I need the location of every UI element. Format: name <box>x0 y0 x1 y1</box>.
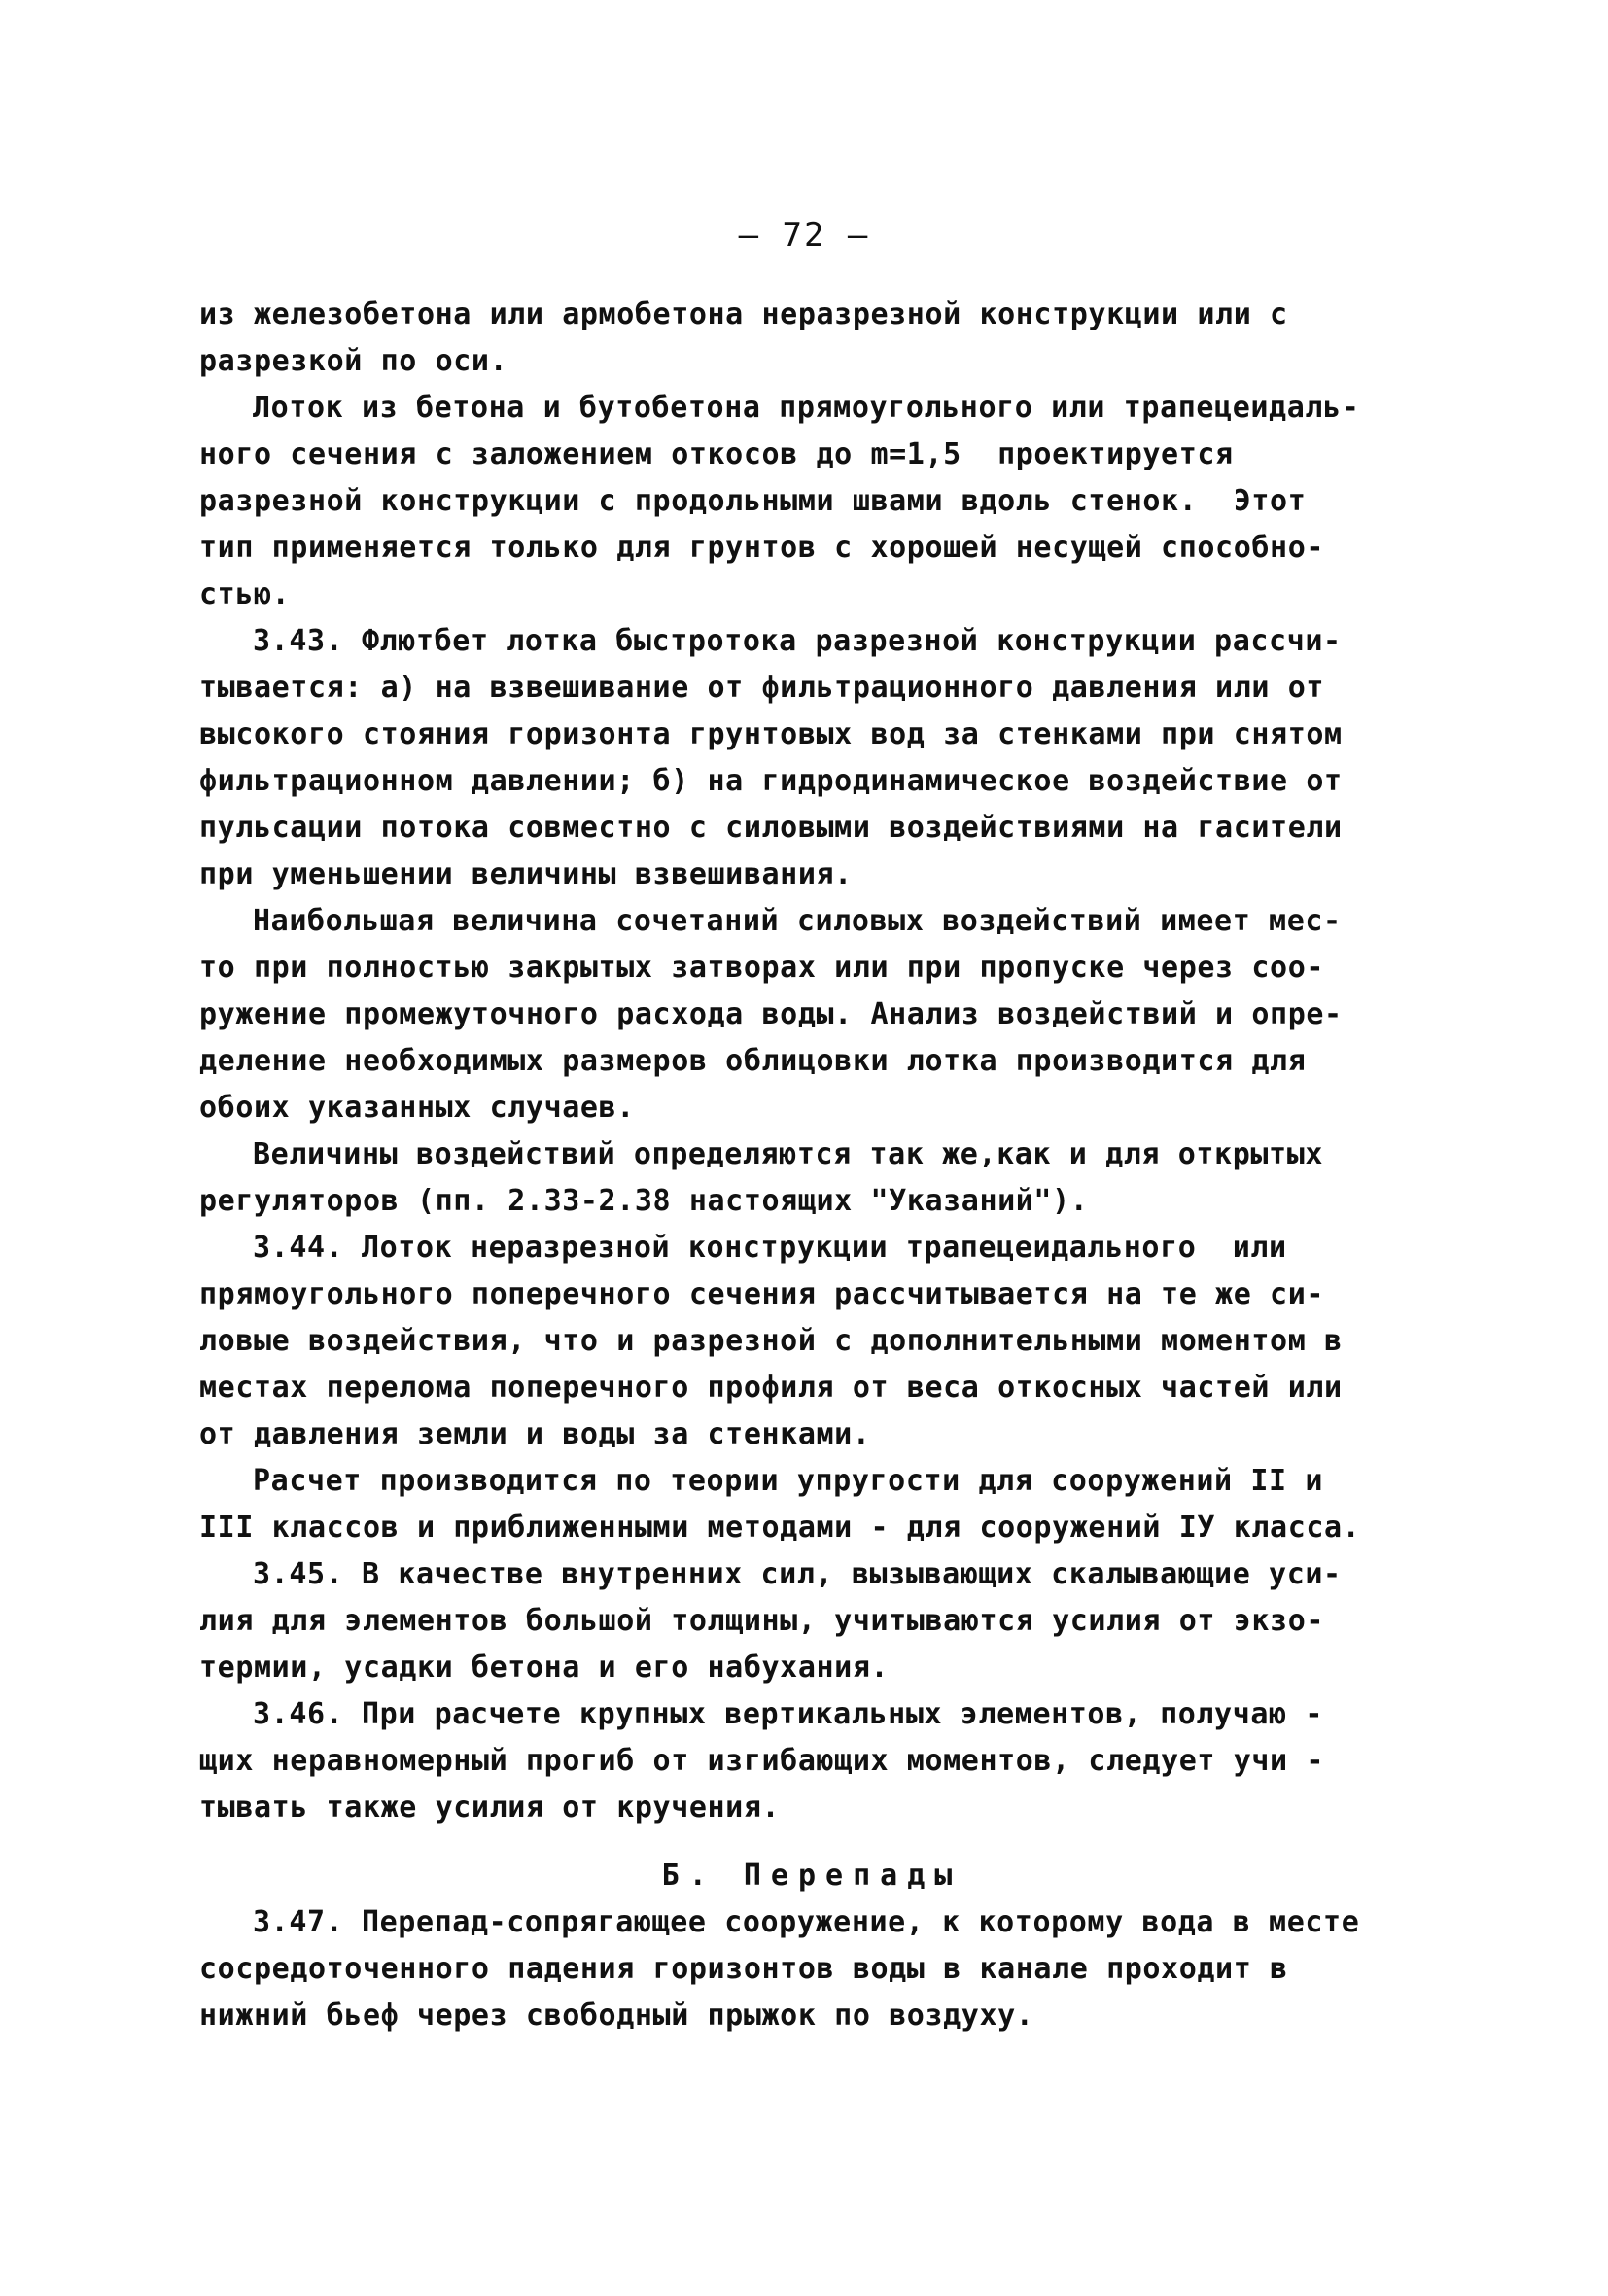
text-line: термии, усадки бетона и его набухания. <box>199 1651 890 1685</box>
section-heading: Б. Перепады <box>661 1859 962 1893</box>
text-line: разрезкой по оси. <box>199 344 508 378</box>
text-line: нижний бьеф через свободный прыжок по воздуху. <box>199 1999 1034 2033</box>
text-line: сосредоточенного падения горизонтов воды в канале проходит в <box>199 1952 1288 1986</box>
text-line: то при полностью закрытых затворах или при пропуске через соо- <box>199 951 1325 985</box>
text-line: тип применяется только для грунтов с хорошей несущей способно- <box>199 531 1325 565</box>
paragraph-start: Расчет производится по теории упругости для сооружений II и <box>253 1464 1324 1498</box>
text-line: щих неравномерный прогиб от изгибающих моментов, следует учи - <box>199 1744 1325 1778</box>
text-line: тывать также усилия от кручения. <box>199 1791 781 1825</box>
text-line: III классов и приближенными методами - для сооружений IУ класса. <box>199 1511 1361 1545</box>
text-line: тывается: а) на взвешивание от фильтрационного давления или от <box>199 671 1325 705</box>
paragraph-start: 3.46. При расчете крупных вертикальных элементов, получаю - <box>253 1697 1324 1731</box>
text-line: прямоугольного поперечного сечения рассчитывается на те же си- <box>199 1277 1325 1311</box>
text-line: пульсации потока совместно с силовыми воздействиями на гасители <box>199 811 1343 845</box>
text-line: деление необходимых размеров облицовки лотка производится для <box>199 1044 1307 1078</box>
text-line: местах перелома поперечного профиля от веса откосных частей или <box>199 1371 1343 1405</box>
paragraph-start: Наибольшая величина сочетаний силовых воздействий имеет мес- <box>253 904 1342 938</box>
paragraph-start: 3.43. Флютбет лотка быстротока разрезной конструкции рассчи- <box>253 624 1342 658</box>
paragraph-start: 3.44. Лоток неразрезной конструкции трапецеидального или <box>253 1231 1287 1265</box>
text-line: разрезной конструкции с продольными швами вдоль стенок. Этот <box>199 484 1307 518</box>
paragraph-start: Лоток из бетона и бутобетона прямоугольного или трапецеидаль- <box>253 391 1360 425</box>
paragraph-start: Величины воздействий определяются так же,как и для открытых <box>253 1137 1324 1171</box>
text-line: от давления земли и воды за стенками. <box>199 1417 871 1451</box>
text-line: обоих указанных случаев. <box>199 1091 635 1125</box>
paragraph-start: 3.45. В качестве внутренних сил, вызывающих скалывающие уси- <box>253 1557 1342 1591</box>
text-line: ловые воздействия, что и разрезной с дополнительными моментом в <box>199 1324 1343 1358</box>
text-line: регуляторов (пп. 2.33-2.38 настоящих "Указаний"). <box>199 1184 1089 1218</box>
text-line: из железобетона или армобетона неразрезной конструкции или с <box>199 297 1288 331</box>
text-line: при уменьшении величины взвешивания. <box>199 857 853 891</box>
text-line: фильтрационном давлении; б) на гидродинамическое воздействие от <box>199 764 1343 798</box>
text-line: высокого стояния горизонта грунтовых вод за стенками при снятом <box>199 717 1343 751</box>
page-number: — 72 — <box>738 216 870 255</box>
text-line: ного сечения с заложением откосов до m=1,5 проектируется <box>199 437 1234 471</box>
paragraph-start: 3.47. Перепад-сопрягающее сооружение, к которому вода в месте <box>253 1905 1360 1939</box>
text-line: ружение промежуточного расхода воды. Анализ воздействий и опре- <box>199 997 1343 1031</box>
body-text <box>199 292 1424 2039</box>
text-line: лия для элементов большой толщины, учитываются усилия от экзо- <box>199 1604 1325 1638</box>
text-line: стью. <box>199 577 291 611</box>
